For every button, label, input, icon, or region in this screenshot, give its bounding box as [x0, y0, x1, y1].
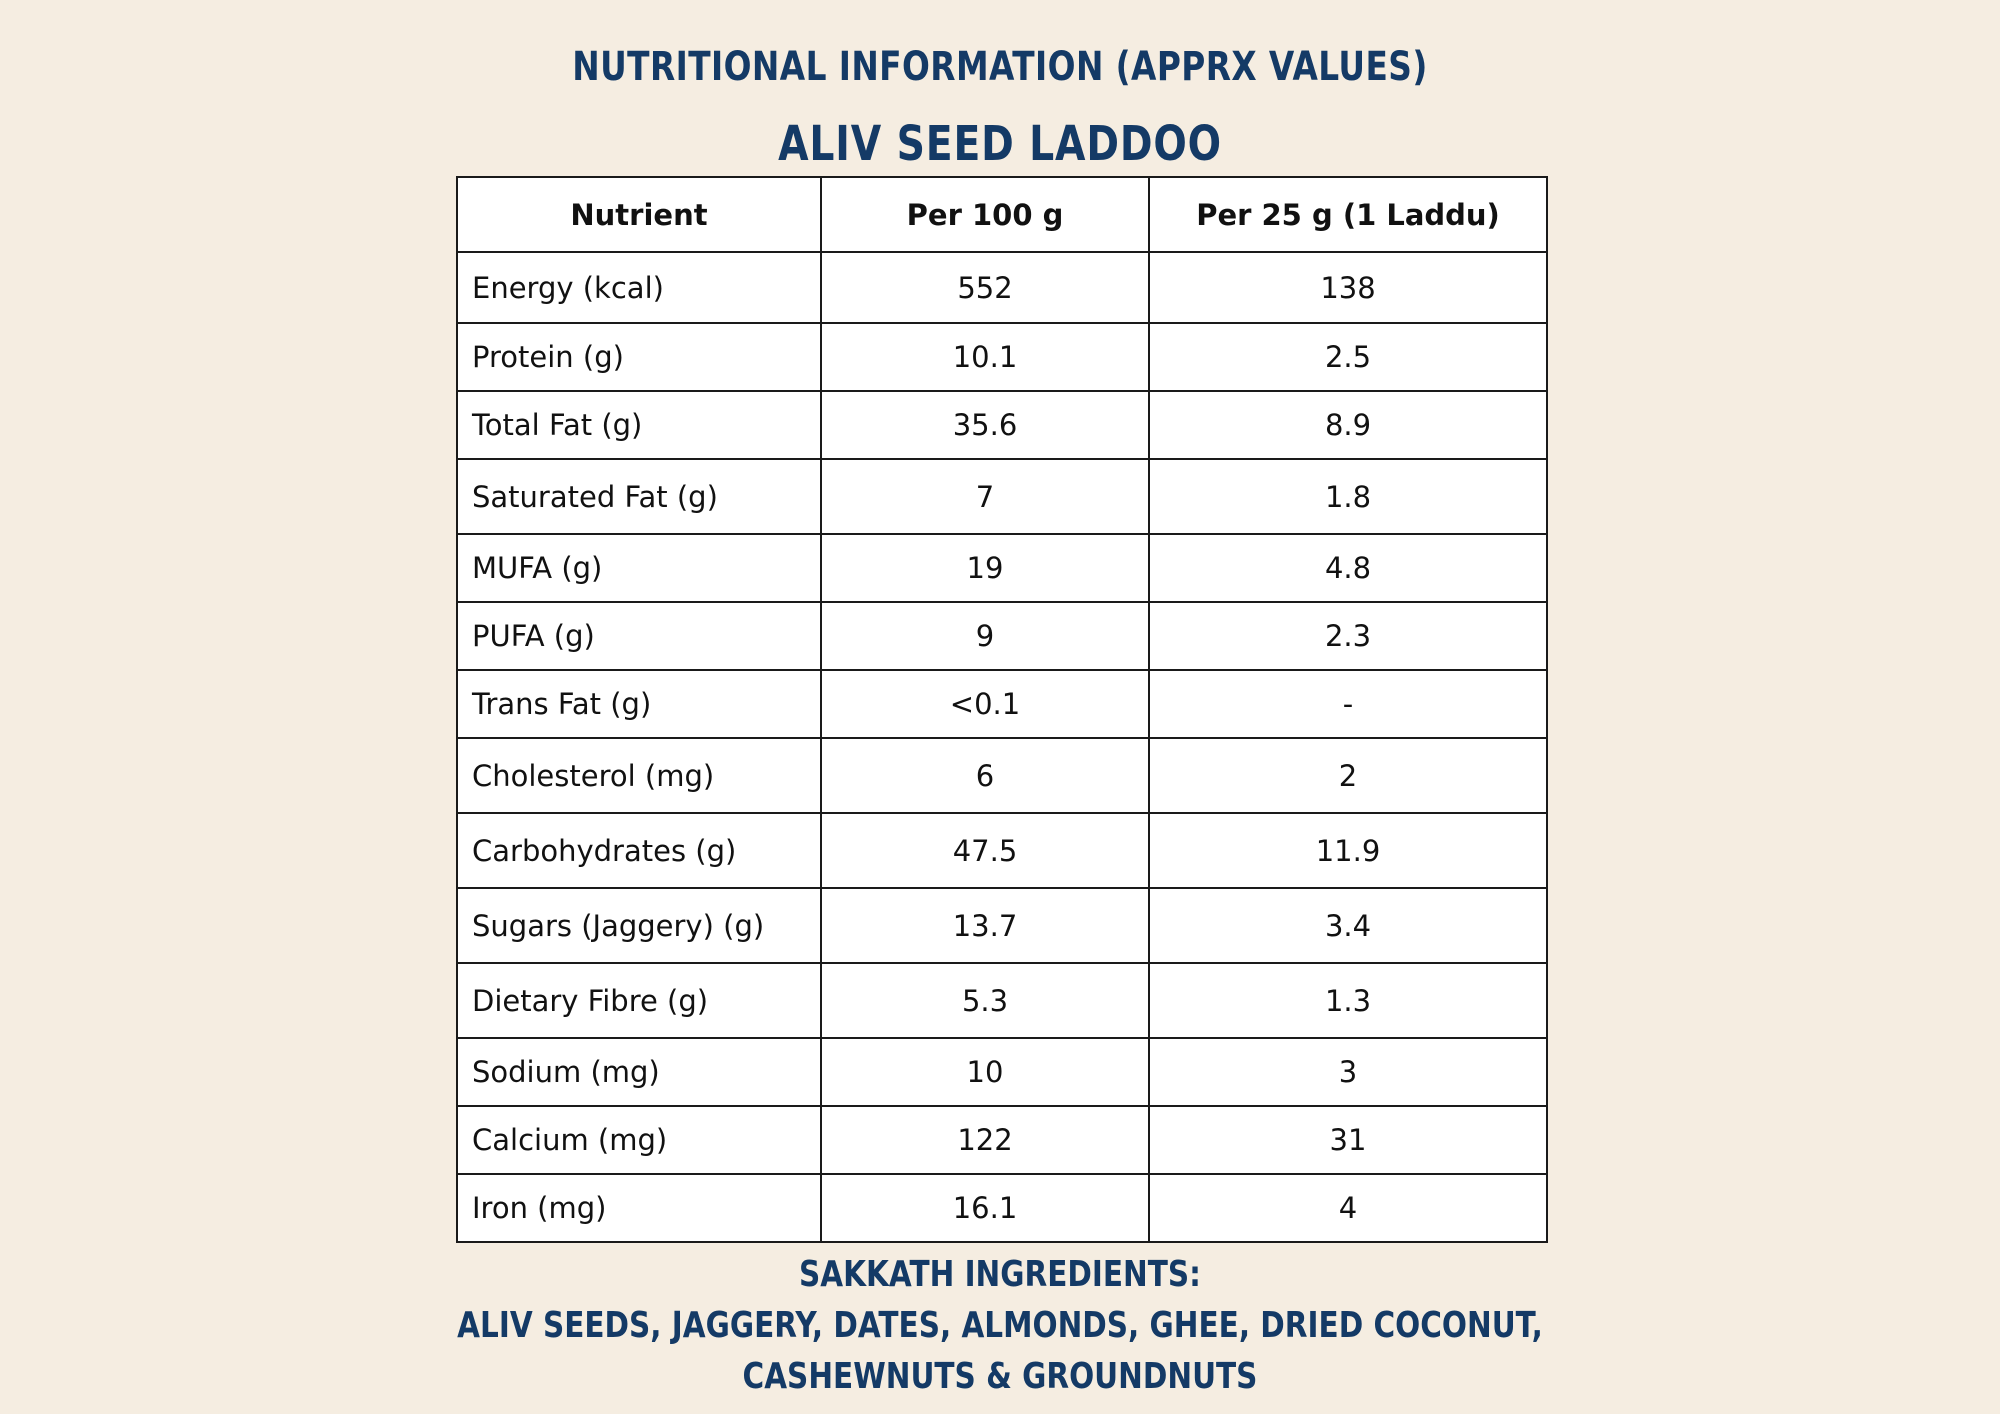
table-row [457, 738, 1547, 813]
nutrient-name: Energy (kcal) [457, 252, 821, 323]
value-per-100g: 10.1 [821, 323, 1149, 391]
nutrient-name: Total Fat (g) [457, 391, 821, 459]
table-row [457, 391, 1547, 459]
value-per-100g: 552 [821, 252, 1149, 323]
table-row [457, 602, 1547, 670]
value-per-100g: 6 [821, 738, 1149, 813]
value-per-100g: 35.6 [821, 391, 1149, 459]
table-row [457, 252, 1547, 323]
ingredients-line-1: ALIV SEEDS, JAGGERY, DATES, ALMONDS, GHEE, DRIED COCONUT, [457, 1305, 1543, 1346]
nutrient-name: Carbohydrates (g) [457, 813, 821, 888]
column-header-nutrient: Nutrient [457, 177, 821, 252]
nutrient-name: Sodium (mg) [457, 1038, 821, 1106]
value-per-25g: - [1149, 670, 1547, 738]
value-per-25g: 3 [1149, 1038, 1547, 1106]
table-row [457, 534, 1547, 602]
nutrient-name: Dietary Fibre (g) [457, 963, 821, 1038]
nutrient-name: Iron (mg) [457, 1174, 821, 1242]
value-per-25g: 8.9 [1149, 391, 1547, 459]
table-row [457, 670, 1547, 738]
value-per-25g: 11.9 [1149, 813, 1547, 888]
value-per-25g: 4 [1149, 1174, 1547, 1242]
value-per-25g: 2.5 [1149, 323, 1547, 391]
value-per-100g: <0.1 [821, 670, 1149, 738]
value-per-25g: 2.3 [1149, 602, 1547, 670]
value-per-100g: 47.5 [821, 813, 1149, 888]
value-per-25g: 3.4 [1149, 888, 1547, 963]
value-per-100g: 16.1 [821, 1174, 1149, 1242]
nutrient-name: Protein (g) [457, 323, 821, 391]
table-row [457, 963, 1547, 1038]
ingredients-line-2: CASHEWNUTS & GROUNDNUTS [742, 1356, 1258, 1397]
nutrient-name: MUFA (g) [457, 534, 821, 602]
table-row [457, 813, 1547, 888]
value-per-25g: 1.3 [1149, 963, 1547, 1038]
page-title: NUTRITIONAL INFORMATION (APPRX VALUES) [572, 44, 1428, 90]
value-per-25g: 1.8 [1149, 459, 1547, 534]
value-per-100g: 7 [821, 459, 1149, 534]
table-row [457, 1174, 1547, 1242]
value-per-25g: 31 [1149, 1106, 1547, 1174]
value-per-100g: 13.7 [821, 888, 1149, 963]
table-row [457, 459, 1547, 534]
value-per-100g: 5.3 [821, 963, 1149, 1038]
product-name: ALIV SEED LADDOO [778, 116, 1222, 172]
value-per-100g: 122 [821, 1106, 1149, 1174]
value-per-100g: 9 [821, 602, 1149, 670]
value-per-100g: 19 [821, 534, 1149, 602]
table-row [457, 323, 1547, 391]
value-per-25g: 4.8 [1149, 534, 1547, 602]
table-row [457, 888, 1547, 963]
nutrient-name: PUFA (g) [457, 602, 821, 670]
nutrient-name: Sugars (Jaggery) (g) [457, 888, 821, 963]
nutrient-name: Calcium (mg) [457, 1106, 821, 1174]
column-header-per-100g: Per 100 g [821, 177, 1149, 252]
nutrient-name: Cholesterol (mg) [457, 738, 821, 813]
nutrient-name: Trans Fat (g) [457, 670, 821, 738]
value-per-100g: 10 [821, 1038, 1149, 1106]
value-per-25g: 2 [1149, 738, 1547, 813]
ingredients-heading: SAKKATH INGREDIENTS: [799, 1254, 1201, 1295]
table-row [457, 1038, 1547, 1106]
table-header-row [457, 177, 1547, 252]
value-per-25g: 138 [1149, 252, 1547, 323]
nutrient-name: Saturated Fat (g) [457, 459, 821, 534]
table-row [457, 1106, 1547, 1174]
column-header-per-25g: Per 25 g (1 Laddu) [1149, 177, 1547, 252]
nutrition-table [456, 176, 1548, 1243]
